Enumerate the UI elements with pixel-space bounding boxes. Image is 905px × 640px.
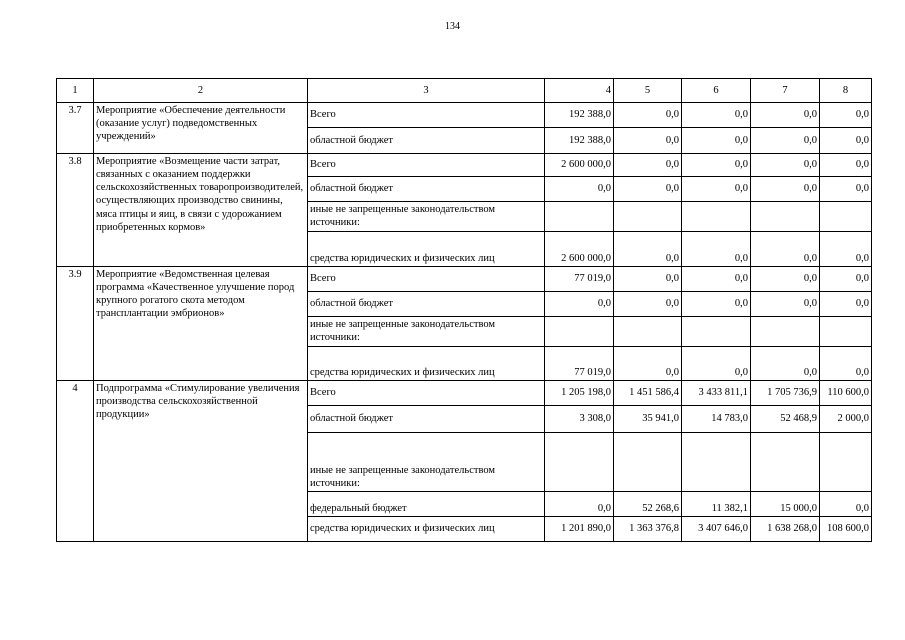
value-cell: 0,0 [751, 128, 820, 154]
funding-label: иные не запрещенные законодательством источники: [308, 317, 545, 347]
value-cell: 0,0 [682, 292, 751, 317]
value-cell: 110 600,0 [820, 381, 872, 406]
value-cell: 2 600 000,0 [545, 154, 614, 177]
row-number: 4 [57, 381, 94, 542]
value-cell: 77 019,0 [545, 347, 614, 381]
value-cell: 0,0 [751, 232, 820, 267]
funding-label: областной бюджет [308, 128, 545, 154]
value-cell [614, 202, 682, 232]
value-cell: 0,0 [820, 292, 872, 317]
value-cell: 77 019,0 [545, 267, 614, 292]
funding-label: областной бюджет [308, 292, 545, 317]
value-cell: 0,0 [614, 347, 682, 381]
value-cell [682, 433, 751, 492]
value-cell: 35 941,0 [614, 406, 682, 433]
value-cell: 2 600 000,0 [545, 232, 614, 267]
value-cell: 1 638 268,0 [751, 517, 820, 542]
funding-label: иные не запрещенные законодательством источники: [308, 202, 545, 232]
header-cell: 2 [94, 79, 308, 103]
value-cell: 0,0 [614, 154, 682, 177]
value-cell: 15 000,0 [751, 492, 820, 517]
value-cell: 3 433 811,1 [682, 381, 751, 406]
value-cell: 0,0 [614, 267, 682, 292]
row-number: 3.9 [57, 267, 94, 381]
value-cell: 0,0 [682, 177, 751, 202]
value-cell: 0,0 [682, 103, 751, 128]
value-cell: 0,0 [614, 128, 682, 154]
value-cell: 0,0 [614, 177, 682, 202]
value-cell: 0,0 [820, 103, 872, 128]
value-cell: 0,0 [751, 347, 820, 381]
value-cell [751, 317, 820, 347]
program-name: Подпрограмма «Стимулирование увеличения производства сельскохозяйственной продукции» [94, 381, 308, 542]
value-cell: 0,0 [820, 267, 872, 292]
value-cell: 0,0 [820, 232, 872, 267]
page-number: 134 [445, 21, 460, 32]
value-cell: 2 000,0 [820, 406, 872, 433]
funding-label: Всего [308, 381, 545, 406]
value-cell: 3 308,0 [545, 406, 614, 433]
header-cell: 1 [57, 79, 94, 103]
value-cell: 0,0 [682, 154, 751, 177]
funding-label: Всего [308, 103, 545, 128]
value-cell [751, 433, 820, 492]
value-cell: 0,0 [545, 492, 614, 517]
value-cell [545, 202, 614, 232]
value-cell: 0,0 [820, 177, 872, 202]
funding-label: иные не запрещенные законодательством источники: [308, 433, 545, 492]
header-cell: 5 [614, 79, 682, 103]
value-cell [545, 317, 614, 347]
value-cell: 52 268,6 [614, 492, 682, 517]
table-row [57, 154, 872, 177]
budget-table [56, 78, 872, 542]
value-cell [820, 202, 872, 232]
program-name: Мероприятие «Обеспечение деятельности (оказание услуг) подведомственных учреждений» [94, 103, 308, 154]
value-cell: 192 388,0 [545, 103, 614, 128]
value-cell: 0,0 [545, 292, 614, 317]
header-cell: 4 [545, 79, 614, 103]
value-cell: 0,0 [820, 154, 872, 177]
value-cell [682, 202, 751, 232]
value-cell: 1 201 890,0 [545, 517, 614, 542]
row-number: 3.7 [57, 103, 94, 154]
value-cell: 0,0 [682, 267, 751, 292]
value-cell [614, 317, 682, 347]
funding-label: Всего [308, 267, 545, 292]
header-cell: 3 [308, 79, 545, 103]
value-cell: 0,0 [820, 347, 872, 381]
funding-label: областной бюджет [308, 406, 545, 433]
value-cell: 0,0 [682, 232, 751, 267]
value-cell: 0,0 [751, 103, 820, 128]
table-row [57, 103, 872, 128]
value-cell [820, 317, 872, 347]
value-cell [820, 433, 872, 492]
header-row [57, 79, 872, 103]
header-cell: 7 [751, 79, 820, 103]
value-cell [682, 317, 751, 347]
value-cell: 0,0 [751, 154, 820, 177]
value-cell: 1 705 736,9 [751, 381, 820, 406]
value-cell: 0,0 [820, 128, 872, 154]
value-cell: 0,0 [751, 292, 820, 317]
value-cell: 192 388,0 [545, 128, 614, 154]
value-cell: 52 468,9 [751, 406, 820, 433]
value-cell: 1 363 376,8 [614, 517, 682, 542]
header-cell: 6 [682, 79, 751, 103]
table-row [57, 267, 872, 292]
value-cell: 1 205 198,0 [545, 381, 614, 406]
value-cell: 0,0 [545, 177, 614, 202]
value-cell: 1 451 586,4 [614, 381, 682, 406]
value-cell [751, 202, 820, 232]
table-row [57, 381, 872, 406]
funding-label: средства юридических и физических лиц [308, 347, 545, 381]
funding-label: Всего [308, 154, 545, 177]
row-number: 3.8 [57, 154, 94, 267]
value-cell: 108 600,0 [820, 517, 872, 542]
value-cell [614, 433, 682, 492]
value-cell: 0,0 [682, 128, 751, 154]
value-cell: 0,0 [614, 232, 682, 267]
value-cell: 0,0 [614, 103, 682, 128]
program-name: Мероприятие «Ведомственная целевая программа «Качественное улучшение пород крупного рогатого скота методом трансплантации эмбрионов» [94, 267, 308, 381]
value-cell: 0,0 [682, 347, 751, 381]
value-cell: 0,0 [751, 267, 820, 292]
value-cell: 11 382,1 [682, 492, 751, 517]
value-cell: 0,0 [751, 177, 820, 202]
value-cell [545, 433, 614, 492]
funding-label: областной бюджет [308, 177, 545, 202]
value-cell: 3 407 646,0 [682, 517, 751, 542]
value-cell: 14 783,0 [682, 406, 751, 433]
funding-label: средства юридических и физических лиц [308, 232, 545, 267]
program-name: Мероприятие «Возмещение части затрат, связанных с оказанием поддержки сельскохозяйственных товаропроизводителей, осуществляющих производство свинины, мяса птицы и яиц, в связи с удорожанием приобретенных кормов» [94, 154, 308, 267]
funding-label: средства юридических и физических лиц [308, 517, 545, 542]
value-cell: 0,0 [820, 492, 872, 517]
funding-label: федеральный бюджет [308, 492, 545, 517]
value-cell: 0,0 [614, 292, 682, 317]
header-cell: 8 [820, 79, 872, 103]
